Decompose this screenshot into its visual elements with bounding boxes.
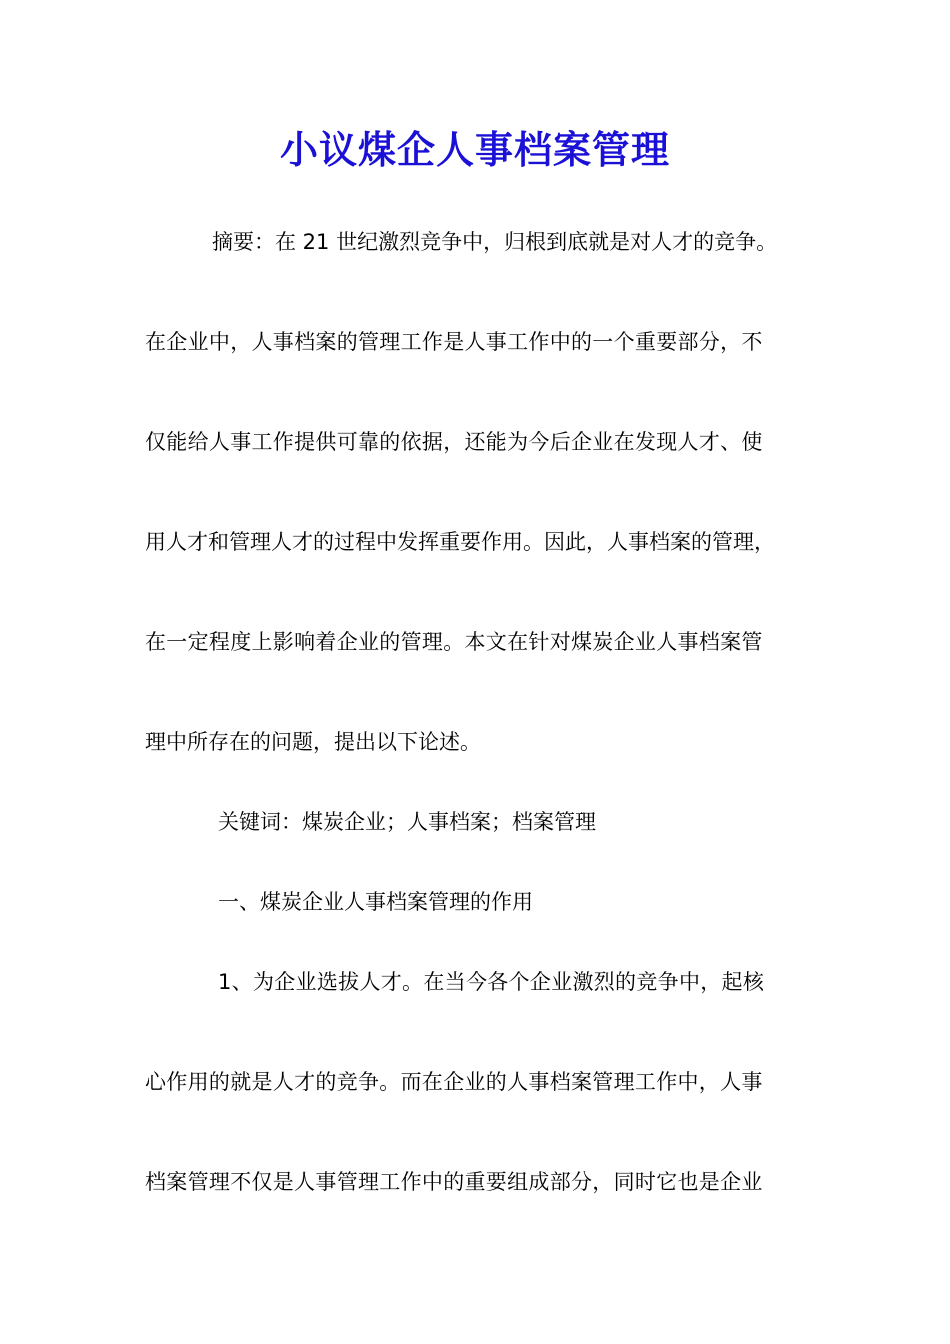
paragraph-line-2: 心作用的就是人才的竞争。而在企业的人事档案管理工作中，人事 [145, 1070, 763, 1094]
abstract-line-5: 在一定程度上影响着企业的管理。本文在针对煤炭企业人事档案管 [145, 630, 763, 654]
document-title: 小议煤企人事档案管理 [279, 127, 670, 172]
paragraph-line-3: 档案管理不仅是人事管理工作中的重要组成部分，同时它也是企业 [145, 1170, 763, 1194]
section-heading-1: 一、煤炭企业人事档案管理的作用 [218, 890, 533, 914]
abstract-line-3: 仅能给人事工作提供可靠的依据，还能为今后企业在发现人才、使 [145, 430, 763, 454]
abstract-line-1: 摘要：在 21 世纪激烈竞争中，归根到底就是对人才的竞争。 [212, 230, 778, 254]
paragraph-line-1: 1、为企业选拔人才。在当今各个企业激烈的竞争中，起核 [218, 970, 765, 994]
keywords-line: 关键词：煤炭企业；人事档案；档案管理 [218, 810, 596, 834]
abstract-line-6: 理中所存在的问题，提出以下论述。 [145, 730, 481, 754]
abstract-line-2: 在企业中，人事档案的管理工作是人事工作中的一个重要部分，不 [145, 330, 763, 354]
abstract-line-4: 用人才和管理人才的过程中发挥重要作用。因此，人事档案的管理， [145, 530, 775, 554]
